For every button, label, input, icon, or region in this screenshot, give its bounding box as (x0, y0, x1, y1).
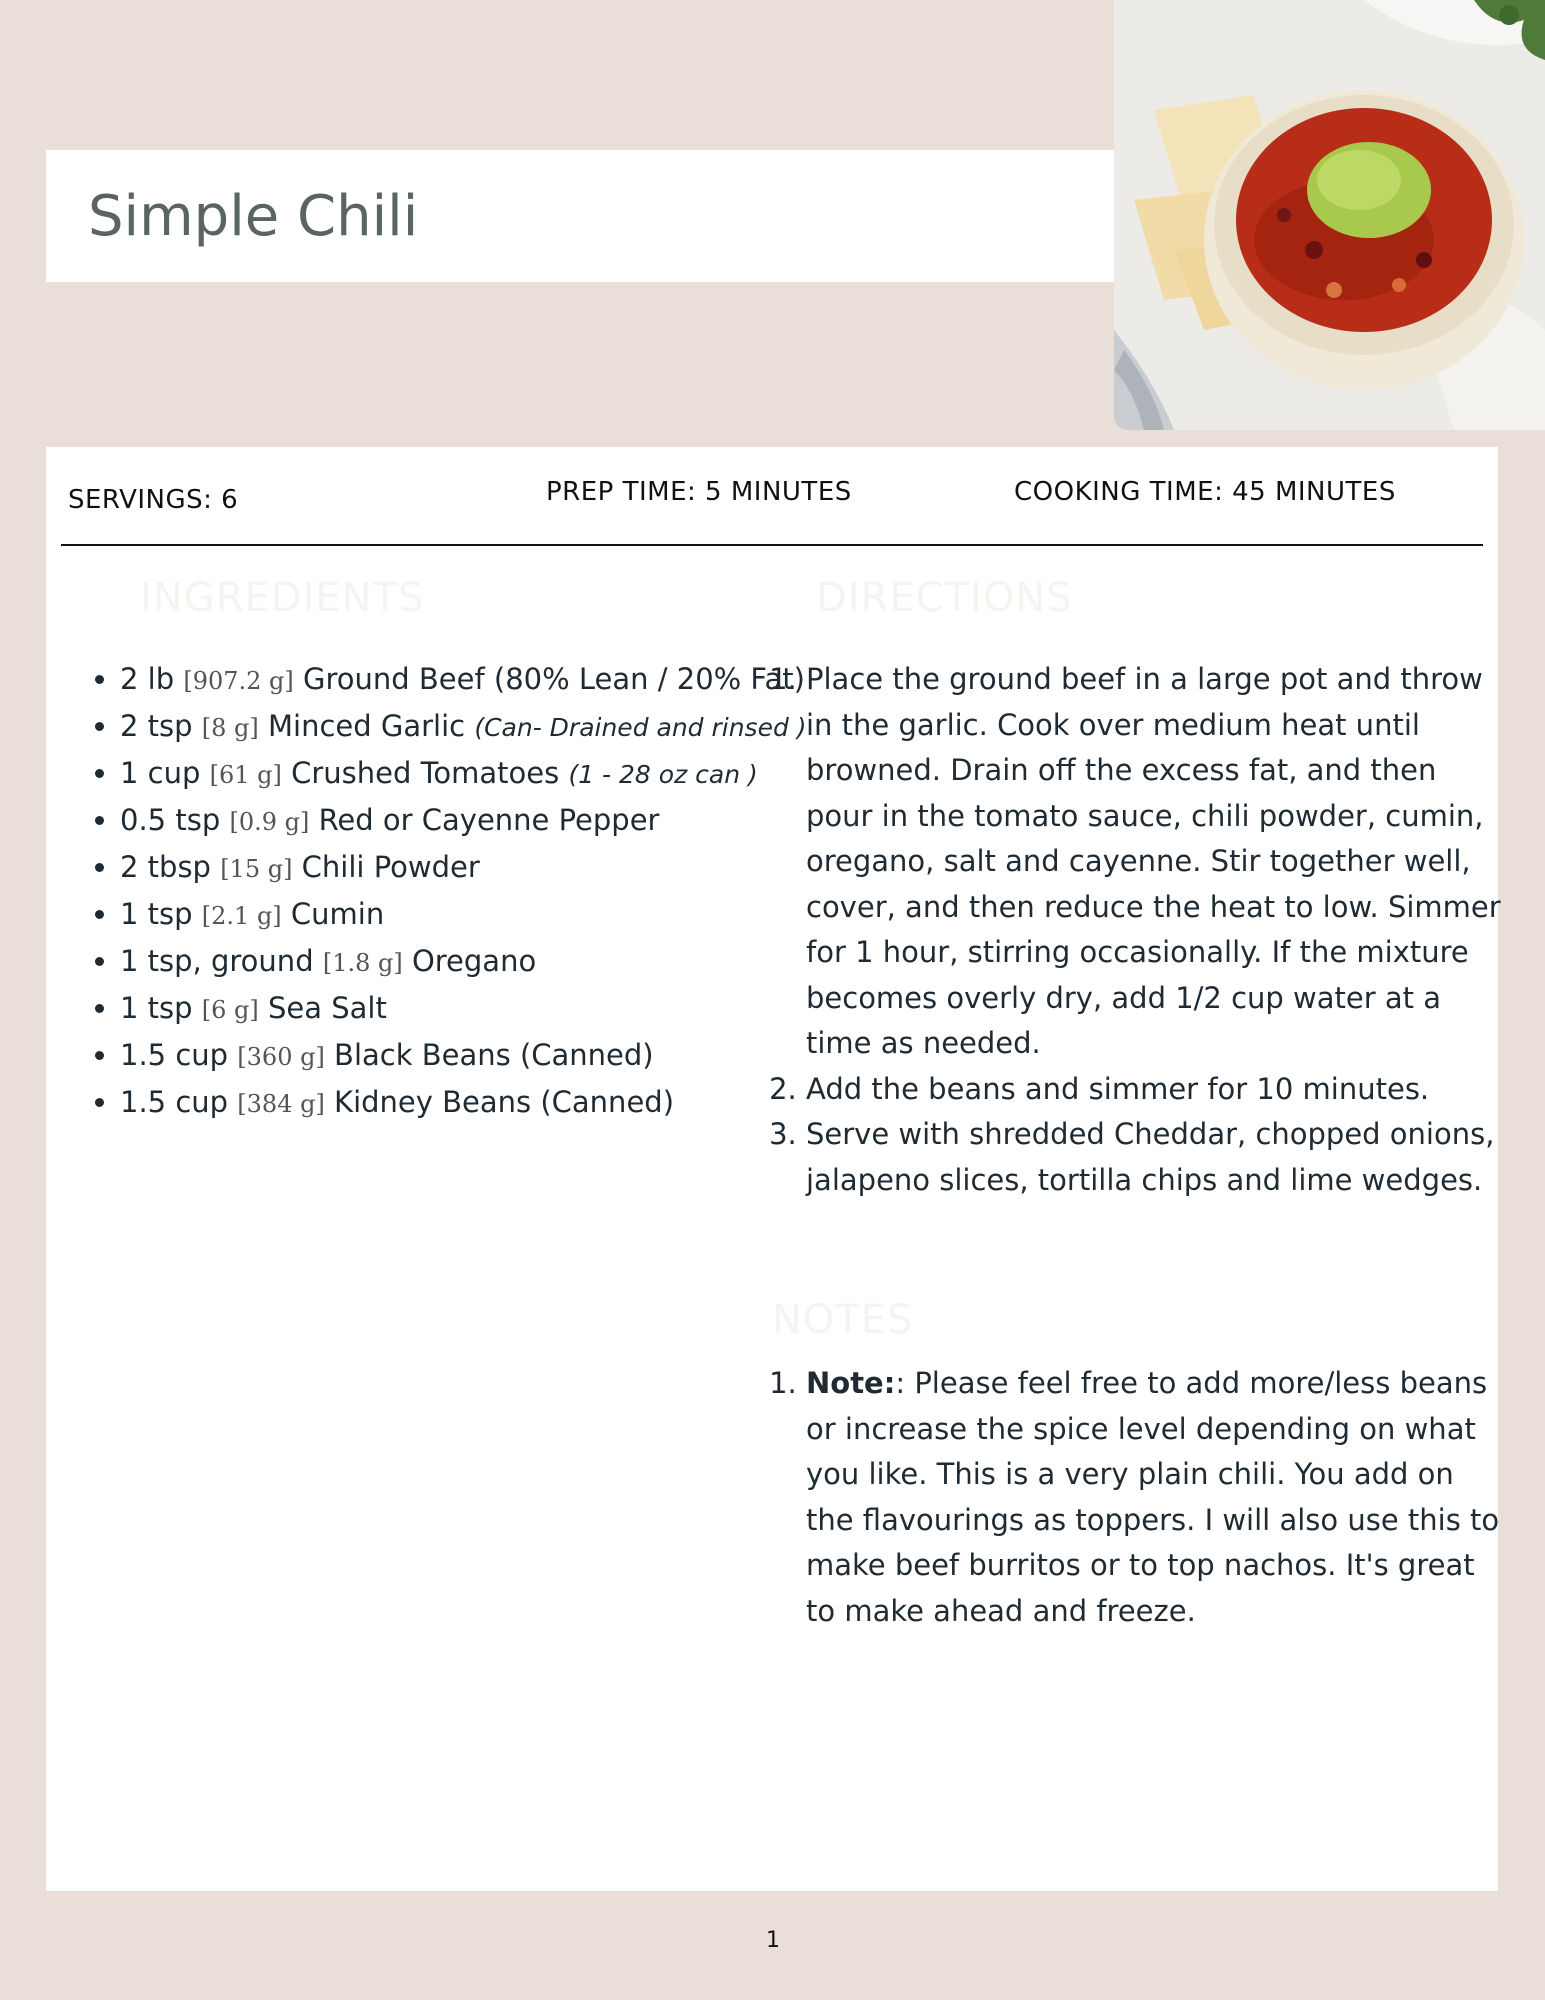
note-text: : Please feel free to add more/less beans or increase the spice level depending on what you like. This is a very plain chili. You add on the flavourings as toppers. I will also use this to make beef burritos or to top nachos. It's great to make ahead and freeze. (806, 1366, 1500, 1628)
notes-list (768, 1361, 1506, 1634)
page-number: 1 (766, 1928, 780, 1953)
direction-step: 1. Place the ground beef in a large pot and throw in the garlic. Cook over medium heat until browned. Drain off the excess fat, and then pour in the tomato sauce, chili powder, cumin, oregano, salt and cayenne. Stir together well, cover, and then reduce the heat to low. Simmer for 1 hour, stirring occasionally. If the mixture becomes overly dry, add 1/2 cup water at a time as needed. (806, 657, 1506, 1067)
ingredients-heading: INGREDIENTS (140, 575, 425, 621)
chili-bowl-photo (1114, 0, 1545, 430)
servings-label: SERVINGS: 6 (68, 485, 239, 515)
note-label: Note: (806, 1366, 896, 1400)
direction-step: 3. Serve with shredded Cheddar, chopped onions, jalapeno slices, tortilla chips and lime wedges. (806, 1112, 1506, 1203)
ingredient-item: • 1 cup [61 g] Crushed Tomatoes (1 - 28 oz can ) (120, 751, 836, 798)
note-item (806, 1361, 1506, 1634)
ingredients-list (80, 657, 836, 1127)
cooking-time-label: COOKING TIME: 45 MINUTES (1014, 477, 1396, 507)
ingredient-item: • 1 tsp [6 g] Sea Salt (120, 986, 836, 1033)
ingredient-item: • 1 tsp, ground [1.8 g] Oregano (120, 939, 836, 986)
recipe-card (46, 447, 1501, 1891)
recipe-meta (46, 447, 1498, 547)
directions-list (768, 657, 1506, 1203)
directions-heading: DIRECTIONS (816, 575, 1073, 621)
ingredient-item: • 1.5 cup [360 g] Black Beans (Canned) (120, 1033, 836, 1080)
direction-step: 2. Add the beans and simmer for 10 minutes. (806, 1067, 1506, 1113)
divider (61, 544, 1483, 546)
recipe-title: Simple Chili (88, 184, 419, 249)
ingredient-item: • 2 tsp [8 g] Minced Garlic (Can- Drained and rinsed ) (120, 704, 836, 751)
ingredient-item: • 0.5 tsp [0.9 g] Red or Cayenne Pepper (120, 798, 836, 845)
prep-time-label: PREP TIME: 5 MINUTES (546, 477, 852, 507)
ingredient-item: • 1 tsp [2.1 g] Cumin (120, 892, 836, 939)
title-banner (46, 150, 1114, 282)
recipe-photo (1114, 0, 1545, 430)
ingredient-item: • 1.5 cup [384 g] Kidney Beans (Canned) (120, 1080, 836, 1127)
notes-heading: NOTES (772, 1297, 914, 1343)
ingredient-item: • 2 tbsp [15 g] Chili Powder (120, 845, 836, 892)
ingredient-item: • 2 lb [907.2 g] Ground Beef (80% Lean / 20% Fat) (120, 657, 836, 704)
